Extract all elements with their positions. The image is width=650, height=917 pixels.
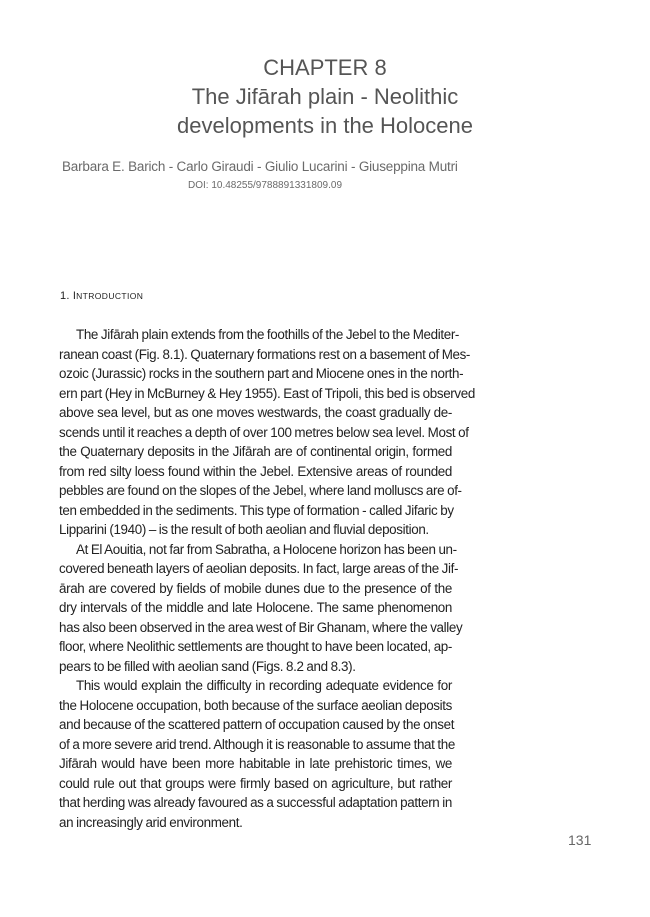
chapter-label: CHAPTER 8 xyxy=(263,55,387,80)
paragraph-1-line: the Quaternary deposits in the Jifārah are of continental origin, formed xyxy=(59,444,452,459)
paragraph-3-line: could rule out that groups were firmly based on agriculture, but rather xyxy=(59,775,452,791)
paragraph-2-line: floor, where Neolithic settlements are thought to have been located, ap- xyxy=(59,639,452,654)
paragraph-2-line: ārah are covered by fields of mobile dunes due to the presence of the xyxy=(59,580,452,596)
page-number: 131 xyxy=(568,832,592,848)
paragraph-2-line: dry intervals of the middle and late Holocene. The same phenomenon xyxy=(59,600,452,615)
section-number: 1. xyxy=(60,290,73,302)
section-title-initial: I xyxy=(72,290,77,302)
paragraph-3-line: Jifārah would have been more habitable in late prehistoric times, we xyxy=(59,756,452,771)
paragraph-2-line: At El Aouitia, not far from Sabratha, a Holocene horizon has been un- xyxy=(76,541,457,557)
paragraph-1-line: ten embedded in the sediments. This type of formation - called Jifaric by xyxy=(59,502,454,518)
section-title-rest: NTRODUCTION xyxy=(76,291,144,301)
paragraph-1-line: The Jifārah plain extends from the foothills of the Jebel to the Mediter- xyxy=(76,327,460,342)
doi-text: DOI: 10.48255/9788891331809.09 xyxy=(187,180,343,191)
paragraph-3-line: and because of the scattered pattern of occupation caused by the onset xyxy=(59,717,455,732)
paragraph-1-line: ern part (Hey in McBurney & Hey 1955). East of Tripoli, this bed is observed xyxy=(59,385,475,401)
paragraph-3-line: an increasingly arid environment. xyxy=(59,814,243,830)
paragraph-1-line: ranean coast (Fig. 8.1). Quaternary formations rest on a basement of Mes- xyxy=(59,346,471,362)
paragraph-3-line: that herding was already favoured as a successful adaptation pattern in xyxy=(59,795,452,810)
paragraph-3-line: the Holocene occupation, both because of the surface aeolian deposits xyxy=(59,697,452,713)
author-list: Barbara E. Barich - Carlo Giraudi - Giulio Lucarini - Giuseppina Mutri xyxy=(62,159,458,174)
paragraph-1-line: ozoic (Jurassic) rocks in the southern part and Miocene ones in the north- xyxy=(59,366,464,381)
paragraph-3-line: of a more severe arid trend. Although it is reasonable to assume that the xyxy=(59,736,455,752)
chapter-header xyxy=(0,54,650,140)
paragraph-1-line: from red silty loess found within the Jebel. Extensive areas of rounded xyxy=(59,463,452,479)
chapter-title-line-2: developments in the Holocene xyxy=(177,113,473,138)
body-text xyxy=(59,325,475,832)
paragraph-1-line: above sea level, but as one moves westwards, the coast gradually de- xyxy=(59,405,452,420)
paragraph-2-line: pears to be filled with aeolian sand (Figs. 8.2 and 8.3). xyxy=(59,658,356,674)
paragraph-2-line: covered beneath layers of aeolian deposits. In fact, large areas of the Jif- xyxy=(59,561,459,576)
paragraph-1-line: Lipparini (1940) – is the result of both aeolian and fluvial deposition. xyxy=(59,522,429,537)
chapter-title-line-1: The Jifārah plain - Neolithic xyxy=(191,84,459,109)
paragraph-3-line: This would explain the difficulty in recording adequate evidence for xyxy=(76,678,452,693)
doi-link[interactable] xyxy=(0,180,530,191)
paragraph-1-line: scends until it reaches a depth of over 100 metres below sea level. Most of xyxy=(59,424,469,440)
paragraph-1-line: pebbles are found on the slopes of the Jebel, where land molluscs are of- xyxy=(59,483,462,498)
section-heading xyxy=(60,290,143,302)
paragraph-2-line: has also been observed in the area west of Bir Ghanam, where the valley xyxy=(59,619,463,635)
